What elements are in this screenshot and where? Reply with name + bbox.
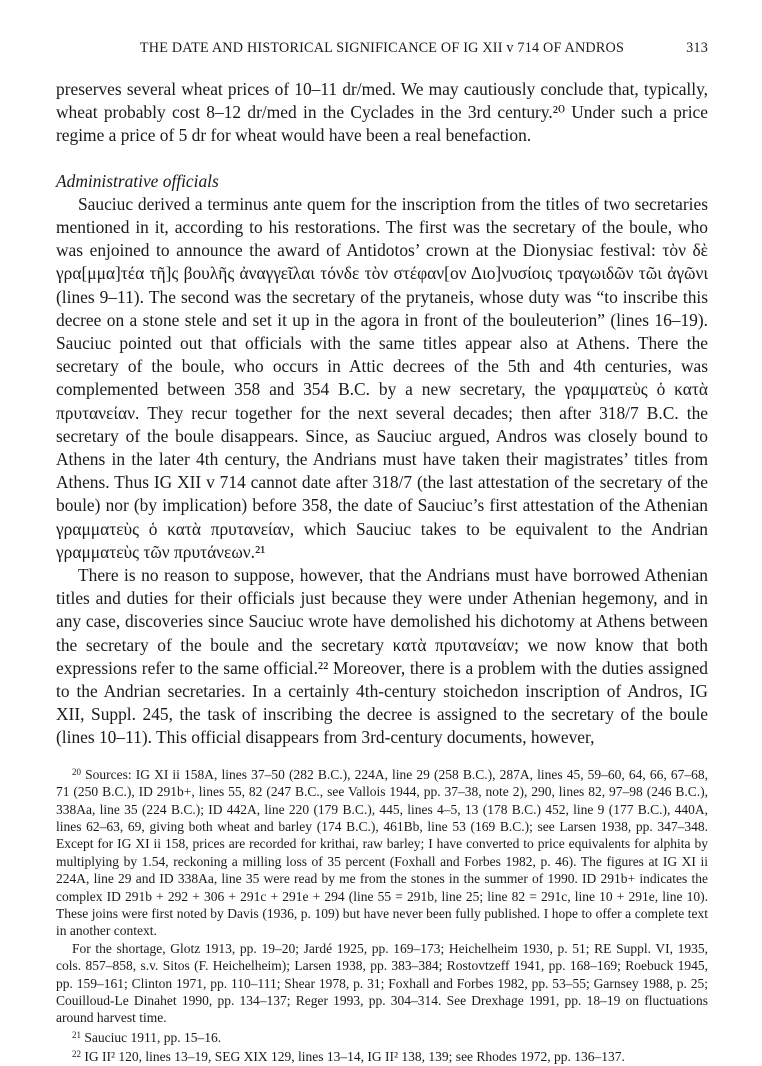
footnote-20-number: 20 bbox=[72, 766, 81, 777]
footnote-22-number: 22 bbox=[72, 1049, 81, 1060]
footnote-21-text: Sauciuc 1911, pp. 15–16. bbox=[84, 1029, 222, 1045]
footnote-21 bbox=[56, 1027, 708, 1046]
paragraph-2: Sauciuc derived a terminus ante quem for the inscription from the titles of two secretaries mentioned in it, according to his restorations. The first was the secretary of the boule, who was enjoined to announce the award of Antidotos’ crown at the Dionysiac festival: τὸν δὲ γρα[μμα]τέα τῆ]ς βουλῆς ἀναγγεῖλαι τόνδε τὸν στέφαν[ον Διο]νυσίοις τραγωιδῶν τῶι ἀγῶνι (lines 9–11). The second was the secretary of the prytaneis, whose duty was “to inscribe this decree on a stone stele and set it up in the agora in front of the bouleuterion” (lines 16–19). Sauciuc pointed out that officials with the same titles appear also at Athens. There the secretary of the boule, who occurs in Attic decrees of the 5th and 4th centuries, was complemented between 358 and 354 B.C. by a new secretary, the γραμματεὺς ὁ κατὰ πρυτανείαν. They recur together for the next several decades; then after 318/7 B.C. the secretary of the boule disappears. Since, as Sauciuc argued, Andros was closely bound to Athens in the later 4th century, the Andrians must have taken their magistrates’ titles from Athens. Thus IG XII v 714 cannot date after 318/7 (the last attestation of the secretary of the boule) nor (by implication) before 358, the date of Sauciuc’s first attestation of the Athenian γραμματεὺς ὁ κατὰ πρυτανείαν, which Sauciuc takes to be equivalent to the Andrian γραμματεὺς τῶν πρυτάνεων.²¹ bbox=[56, 193, 708, 562]
section-subheading: Administrative officials bbox=[56, 170, 219, 191]
footnote-22-text: IG II² 120, lines 13–19, SEG XIX 129, lines 13–14, IG II² 138, 139; see Rhodes 1972, pp. 136–137. bbox=[84, 1049, 625, 1065]
main-text bbox=[56, 78, 708, 750]
footnote-21-number: 21 bbox=[72, 1029, 81, 1040]
footnote-20-text: Sources: IG XI ii 158A, lines 37–50 (282 B.C.), 224A, line 29 (258 B.C.), 287A, lines 45, 59–60, 64, 66, 67–68, 71 (250 B.C.), ID 291b+, lines 55, 82 (247 B.C., see Vallois 1944, pp. 37–38, note 2), 290, lines 82, 97–98 (246 B.C.), 338Aa, line 35 (224 B.C.); ID 442A, line 220 (179 B.C.), 445, lines 4–5, 13 (178 B.C.) 452, line 9 (177 B.C.), 440A, lines 62–63, 69, giving both wheat and barley (174 B.C.), 461Bb, line 53 (169 B.C.); see Larsen 1938, pp. 347–348. Except for IG XI ii 158, prices are recorded for krithai, raw barley; I have converted to price equivalents for alphita by multiplying by 1.54, reckoning a milling loss of 35 percent (Foxhall and Forbes 1982, p. 46). The figures at IG XI ii 224A, line 29 and ID 338Aa, line 35 were read by me from the stones in the summer of 1990. ID 291b+ indicates the complex ID 291b + 292 + 306 + 291c + 291e + 294 (line 55 = 291b, line 25; line 82 = 291c, line 10 + 291e, line 10). These joins were first noted by Davis (1936, p. 109) but have never been fully published. I hope to offer a complete text in another context. bbox=[56, 766, 709, 939]
footnote-20-continuation: For the shortage, Glotz 1913, pp. 19–20; Jardé 1925, pp. 169–173; Heichelheim 1930, p. 51; RE Suppl. VI, 1935, cols. 857–858, s.v. Sitos (F. Heichelheim); Larsen 1938, pp. 383–384; Rostovtzeff 1941, pp. 168–169; Roebuck 1945, pp. 159–161; Clinton 1971, pp. 110–111; Shear 1978, p. 31; Foxhall and Forbes 1982, pp. 53–55; Garnsey 1988, p. 25; Couilloud-Le Dinahet 1990, pp. 134–137; Reger 1993, pp. 304–314. See Drexhage 1991, pp. 18–19 on fluctuations around harvest time. bbox=[56, 940, 708, 1026]
running-header bbox=[56, 40, 708, 64]
paragraph-3: There is no reason to suppose, however, that the Andrians must have borrowed Athenian titles and duties for their officials just because they were under Athenian hegemony, and in any case, discoveries since Sauciuc wrote have demolished his dichotomy at Athens between the secretary of the boule and the secretary κατὰ πρυτανείαν; we now know that both expressions refer to the same official.²² Moreover, there is a problem with the duties assigned to the Andrian secretaries. In a certainly 4th-century stoichedon inscription of Andros, IG XII, Suppl. 245, the task of inscribing the decree is assigned to the secretary of the boule (lines 10–11). This official disappears from 3rd-century documents, however, bbox=[56, 565, 708, 748]
page bbox=[56, 40, 708, 1066]
paragraph-1: preserves several wheat prices of 10–11 dr/med. We may cautiously conclude that, typically, wheat probably cost 8–12 dr/med in the Cyclades in the 3rd century.²⁰ Under such a price regime a price of 5 dr for wheat would have been a real benefaction. bbox=[56, 79, 708, 146]
footnotes bbox=[56, 764, 708, 1066]
footnote-22 bbox=[56, 1046, 708, 1065]
footnote-20 bbox=[56, 764, 708, 940]
page-number: 313 bbox=[686, 40, 708, 56]
header-title: THE DATE AND HISTORICAL SIGNIFICANCE OF IG XII v 714 OF ANDROS bbox=[139, 40, 625, 56]
